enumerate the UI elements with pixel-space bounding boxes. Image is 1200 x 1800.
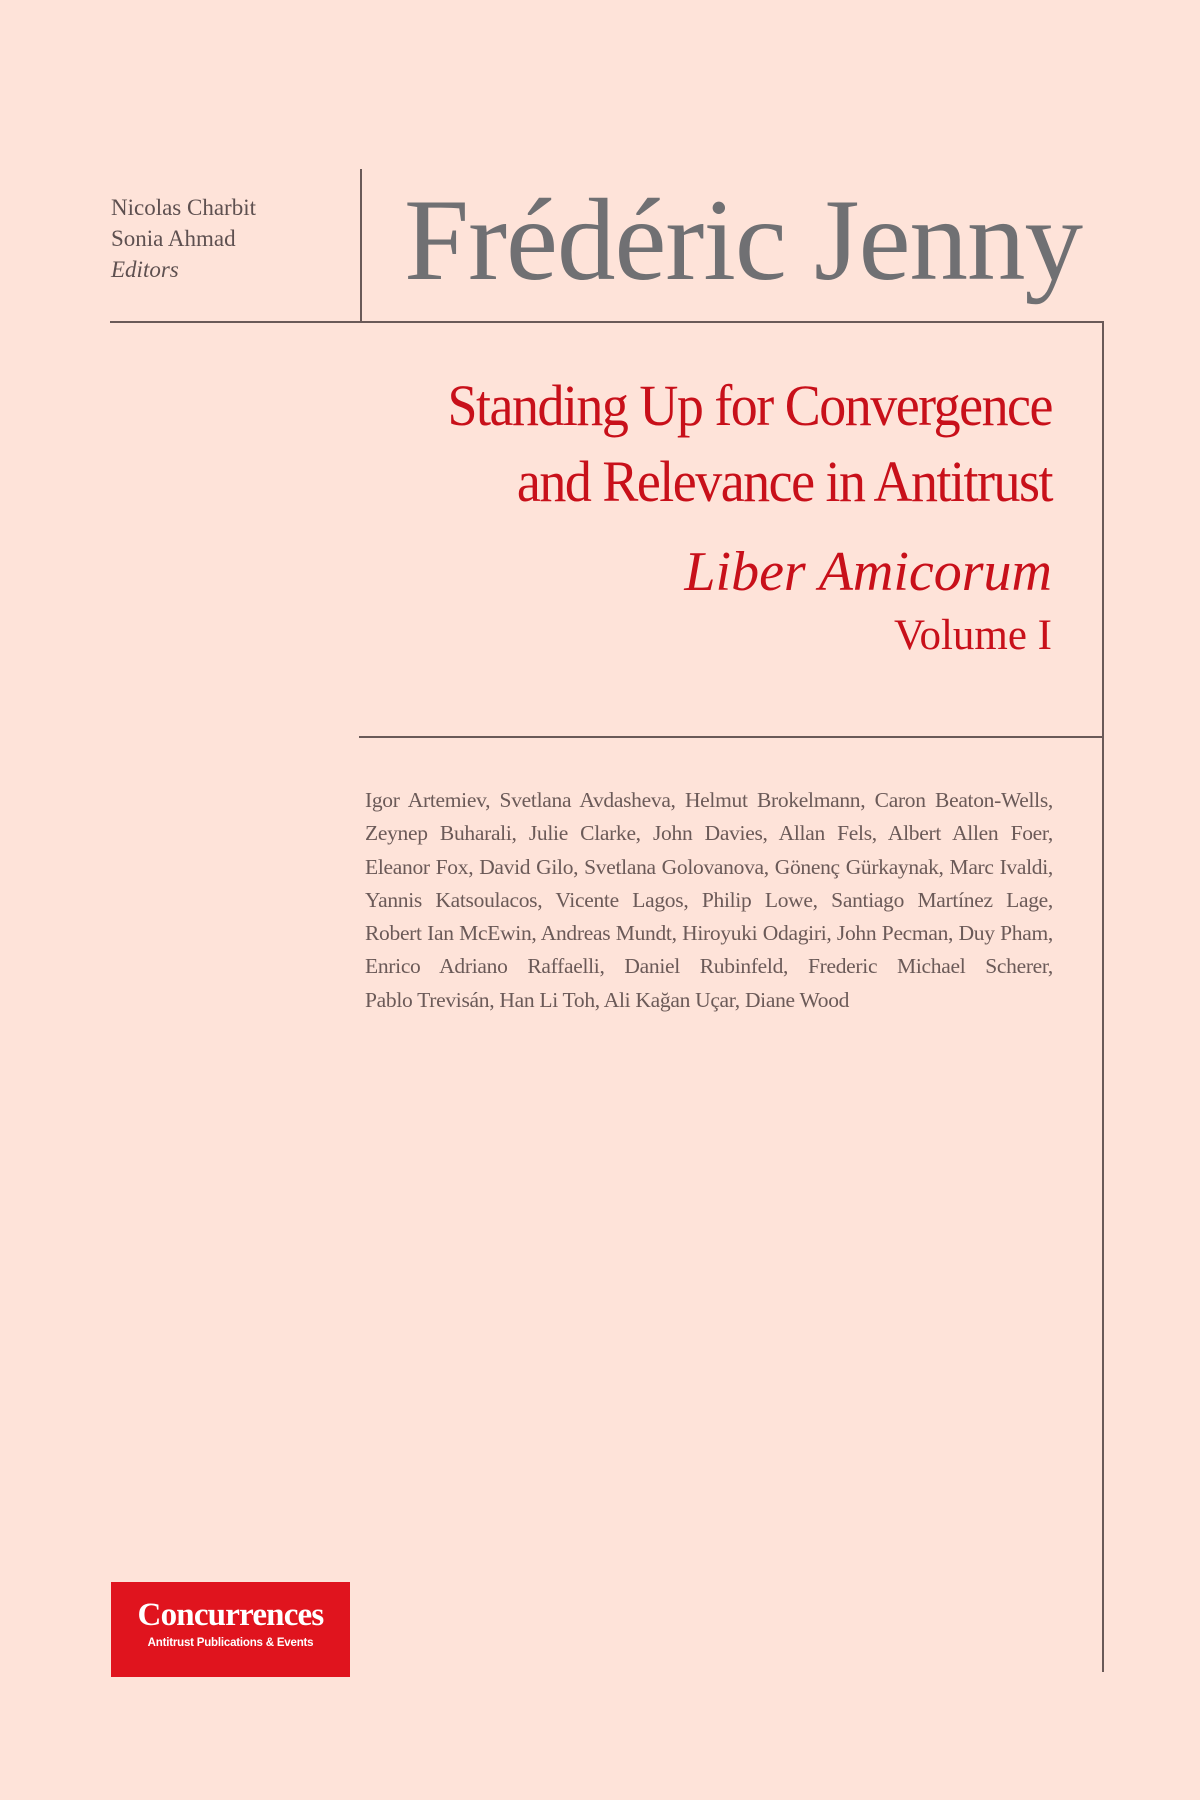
contributors-list xyxy=(365,784,1053,1017)
contributors-line: Enrico Adriano Raffaelli, Daniel Rubinfeld, Frederic Michael Scherer, xyxy=(365,954,1053,979)
subtitle-line: and Relevance in Antitrust xyxy=(516,449,1052,514)
contributors-line: Robert Ian McEwin, Andreas Mundt, Hiroyuki Odagiri, John Pecman, Duy Pham, xyxy=(365,921,1053,946)
horizontal-rule-middle xyxy=(359,736,1103,738)
editors-role-label: Editors xyxy=(111,257,179,282)
contributors-line: Pablo Trevisán, Han Li Toh, Ali Kağan Uçar, Diane Wood xyxy=(365,987,850,1012)
subtitle-line: Standing Up for Convergence xyxy=(447,373,1052,438)
volume-label: Volume I xyxy=(893,612,1052,659)
vertical-rule-right xyxy=(1102,321,1104,1672)
editors-block xyxy=(111,192,256,285)
contributors-line: Yannis Katsoulacos, Vicente Lagos, Philip Lowe, Santiago Martínez Lage, xyxy=(365,887,1053,912)
book-title: Frédéric Jenny xyxy=(404,176,1083,305)
editor-name: Nicolas Charbit xyxy=(111,195,256,220)
contributors-line: Igor Artemiev, Svetlana Avdasheva, Helmut Brokelmann, Caron Beaton-Wells, xyxy=(365,788,1053,812)
book-subtitle xyxy=(448,368,1052,520)
publisher-logo xyxy=(111,1582,350,1677)
publisher-name: Concurrences xyxy=(137,1597,324,1633)
horizontal-rule-top xyxy=(110,321,1103,323)
publisher-tagline: Antitrust Publications & Events xyxy=(147,1637,314,1649)
editor-name: Sonia Ahmad xyxy=(111,226,236,251)
series-label: Liber Amicorum xyxy=(684,541,1052,603)
contributors-line: Eleanor Fox, David Gilo, Svetlana Golovanova, Gönenç Gürkaynak, Marc Ivaldi, xyxy=(365,854,1053,879)
vertical-divider-top xyxy=(360,169,362,322)
contributors-line: Zeynep Buharali, Julie Clarke, John Davies, Allan Fels, Albert Allen Foer, xyxy=(365,821,1053,846)
